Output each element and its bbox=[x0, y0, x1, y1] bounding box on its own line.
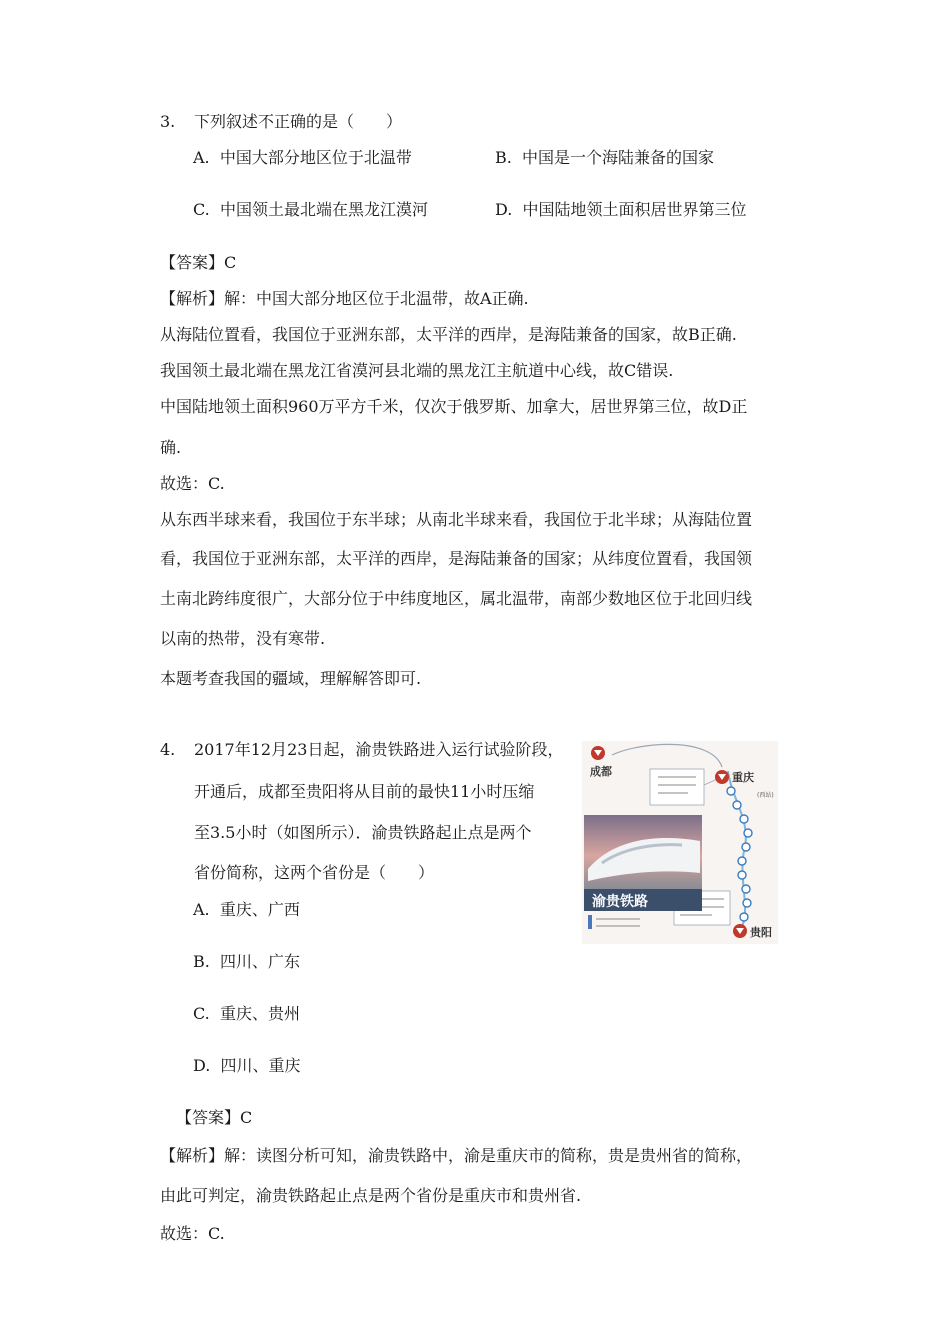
option-text: 四川、广东 bbox=[220, 952, 301, 971]
label-chengdu: 成都 bbox=[590, 765, 612, 778]
option-letter: B. bbox=[495, 148, 512, 167]
q4-stem-line: 省份简称，这两个省份是（ ） bbox=[194, 863, 435, 882]
q3-answer: 【答案】C bbox=[160, 253, 237, 272]
q3-analysis-line: 从东西半球来看，我国位于东半球；从南北半球来看，我国位于北半球；从海陆位置 bbox=[160, 510, 753, 529]
option-text: 中国陆地领土面积居世界第三位 bbox=[522, 200, 747, 219]
option-text: 中国是一个海陆兼备的国家 bbox=[522, 148, 715, 167]
q3-analysis-line: 以南的热带，没有寒带. bbox=[160, 629, 326, 648]
q3-stem: 下列叙述不正确的是（ ） bbox=[194, 112, 403, 131]
q4-option-c bbox=[193, 1002, 300, 1026]
q3-analysis-line: 我国领土最北端在黑龙江省漠河县北端的黑龙江主航道中心线，故C错误. bbox=[160, 361, 674, 380]
q3-analysis-line: 土南北跨纬度很广，大部分位于中纬度地区，属北温带，南部少数地区位于北回归线 bbox=[160, 589, 753, 608]
option-letter: C. bbox=[193, 1004, 210, 1023]
q3-analysis-line: 中国陆地领土面积960万平方千米，仅次于俄罗斯、加拿大，居世界第三位，故D正 bbox=[160, 397, 748, 416]
q3-analysis-line: 【解析】解：中国大部分地区位于北温带，故A正确. bbox=[160, 289, 529, 308]
option-letter: A. bbox=[193, 900, 210, 919]
q3-number: 3. bbox=[160, 112, 176, 131]
option-letter: A. bbox=[193, 148, 210, 167]
q4-analysis-line: 【解析】解：读图分析可知，渝贵铁路中，渝是重庆市的简称，贵是贵州省的简称， bbox=[160, 1146, 753, 1165]
q3-analysis-line: 看，我国位于亚洲东部，太平洋的西岸，是海陆兼备的国家；从纬度位置看，我国领 bbox=[160, 549, 753, 568]
q4-stem-line: 2017年12月23日起，渝贵铁路进入运行试验阶段， bbox=[194, 740, 564, 759]
option-letter: D. bbox=[495, 200, 513, 219]
q3-option-d bbox=[495, 198, 747, 222]
railway-map bbox=[582, 741, 778, 944]
q4-analysis-line: 故选：C. bbox=[160, 1224, 225, 1243]
q3-option-a bbox=[193, 146, 412, 170]
callout-box-top bbox=[650, 769, 704, 805]
q3-option-b bbox=[495, 146, 714, 170]
q3-analysis-line: 故选：C. bbox=[160, 474, 225, 493]
label-chongqing: 重庆 bbox=[732, 771, 754, 784]
q4-stem-line: 开通后，成都至贵阳将从目前的最快11小时压缩 bbox=[194, 782, 535, 801]
option-text: 中国领土最北端在黑龙江漠河 bbox=[219, 200, 428, 219]
railway-name: 渝贵铁路 bbox=[592, 894, 648, 910]
option-text: 四川、重庆 bbox=[220, 1056, 301, 1075]
q4-option-b bbox=[193, 950, 300, 974]
label-chongqing-station: (西站) bbox=[757, 792, 774, 799]
q3-analysis-line: 从海陆位置看，我国位于亚洲东部，太平洋的西岸，是海陆兼备的国家，故B正确. bbox=[160, 325, 737, 344]
label-guiyang: 贵阳 bbox=[750, 926, 772, 939]
q4-number: 4. bbox=[160, 740, 176, 759]
option-text: 重庆、贵州 bbox=[219, 1004, 300, 1023]
option-letter: C. bbox=[193, 200, 210, 219]
q4-analysis-line: 由此可判定，渝贵铁路起止点是两个省份是重庆市和贵州省. bbox=[160, 1186, 582, 1205]
q3-analysis-line: 本题考查我国的疆域，理解解答即可. bbox=[160, 669, 422, 688]
q4-option-a bbox=[193, 898, 300, 922]
q3-option-c bbox=[193, 198, 428, 222]
q4-option-d bbox=[193, 1054, 301, 1078]
legend-bar bbox=[588, 915, 592, 929]
q3-analysis-line: 确. bbox=[160, 438, 182, 457]
option-text: 中国大部分地区位于北温带 bbox=[219, 148, 412, 167]
option-text: 重庆、广西 bbox=[219, 900, 300, 919]
q4-stem-line: 至3.5小时（如图所示）．渝贵铁路起止点是两个 bbox=[194, 823, 532, 842]
q4-answer: 【答案】C bbox=[176, 1108, 253, 1127]
railway-figure bbox=[582, 741, 778, 944]
option-letter: D. bbox=[193, 1056, 211, 1075]
option-letter: B. bbox=[193, 952, 210, 971]
